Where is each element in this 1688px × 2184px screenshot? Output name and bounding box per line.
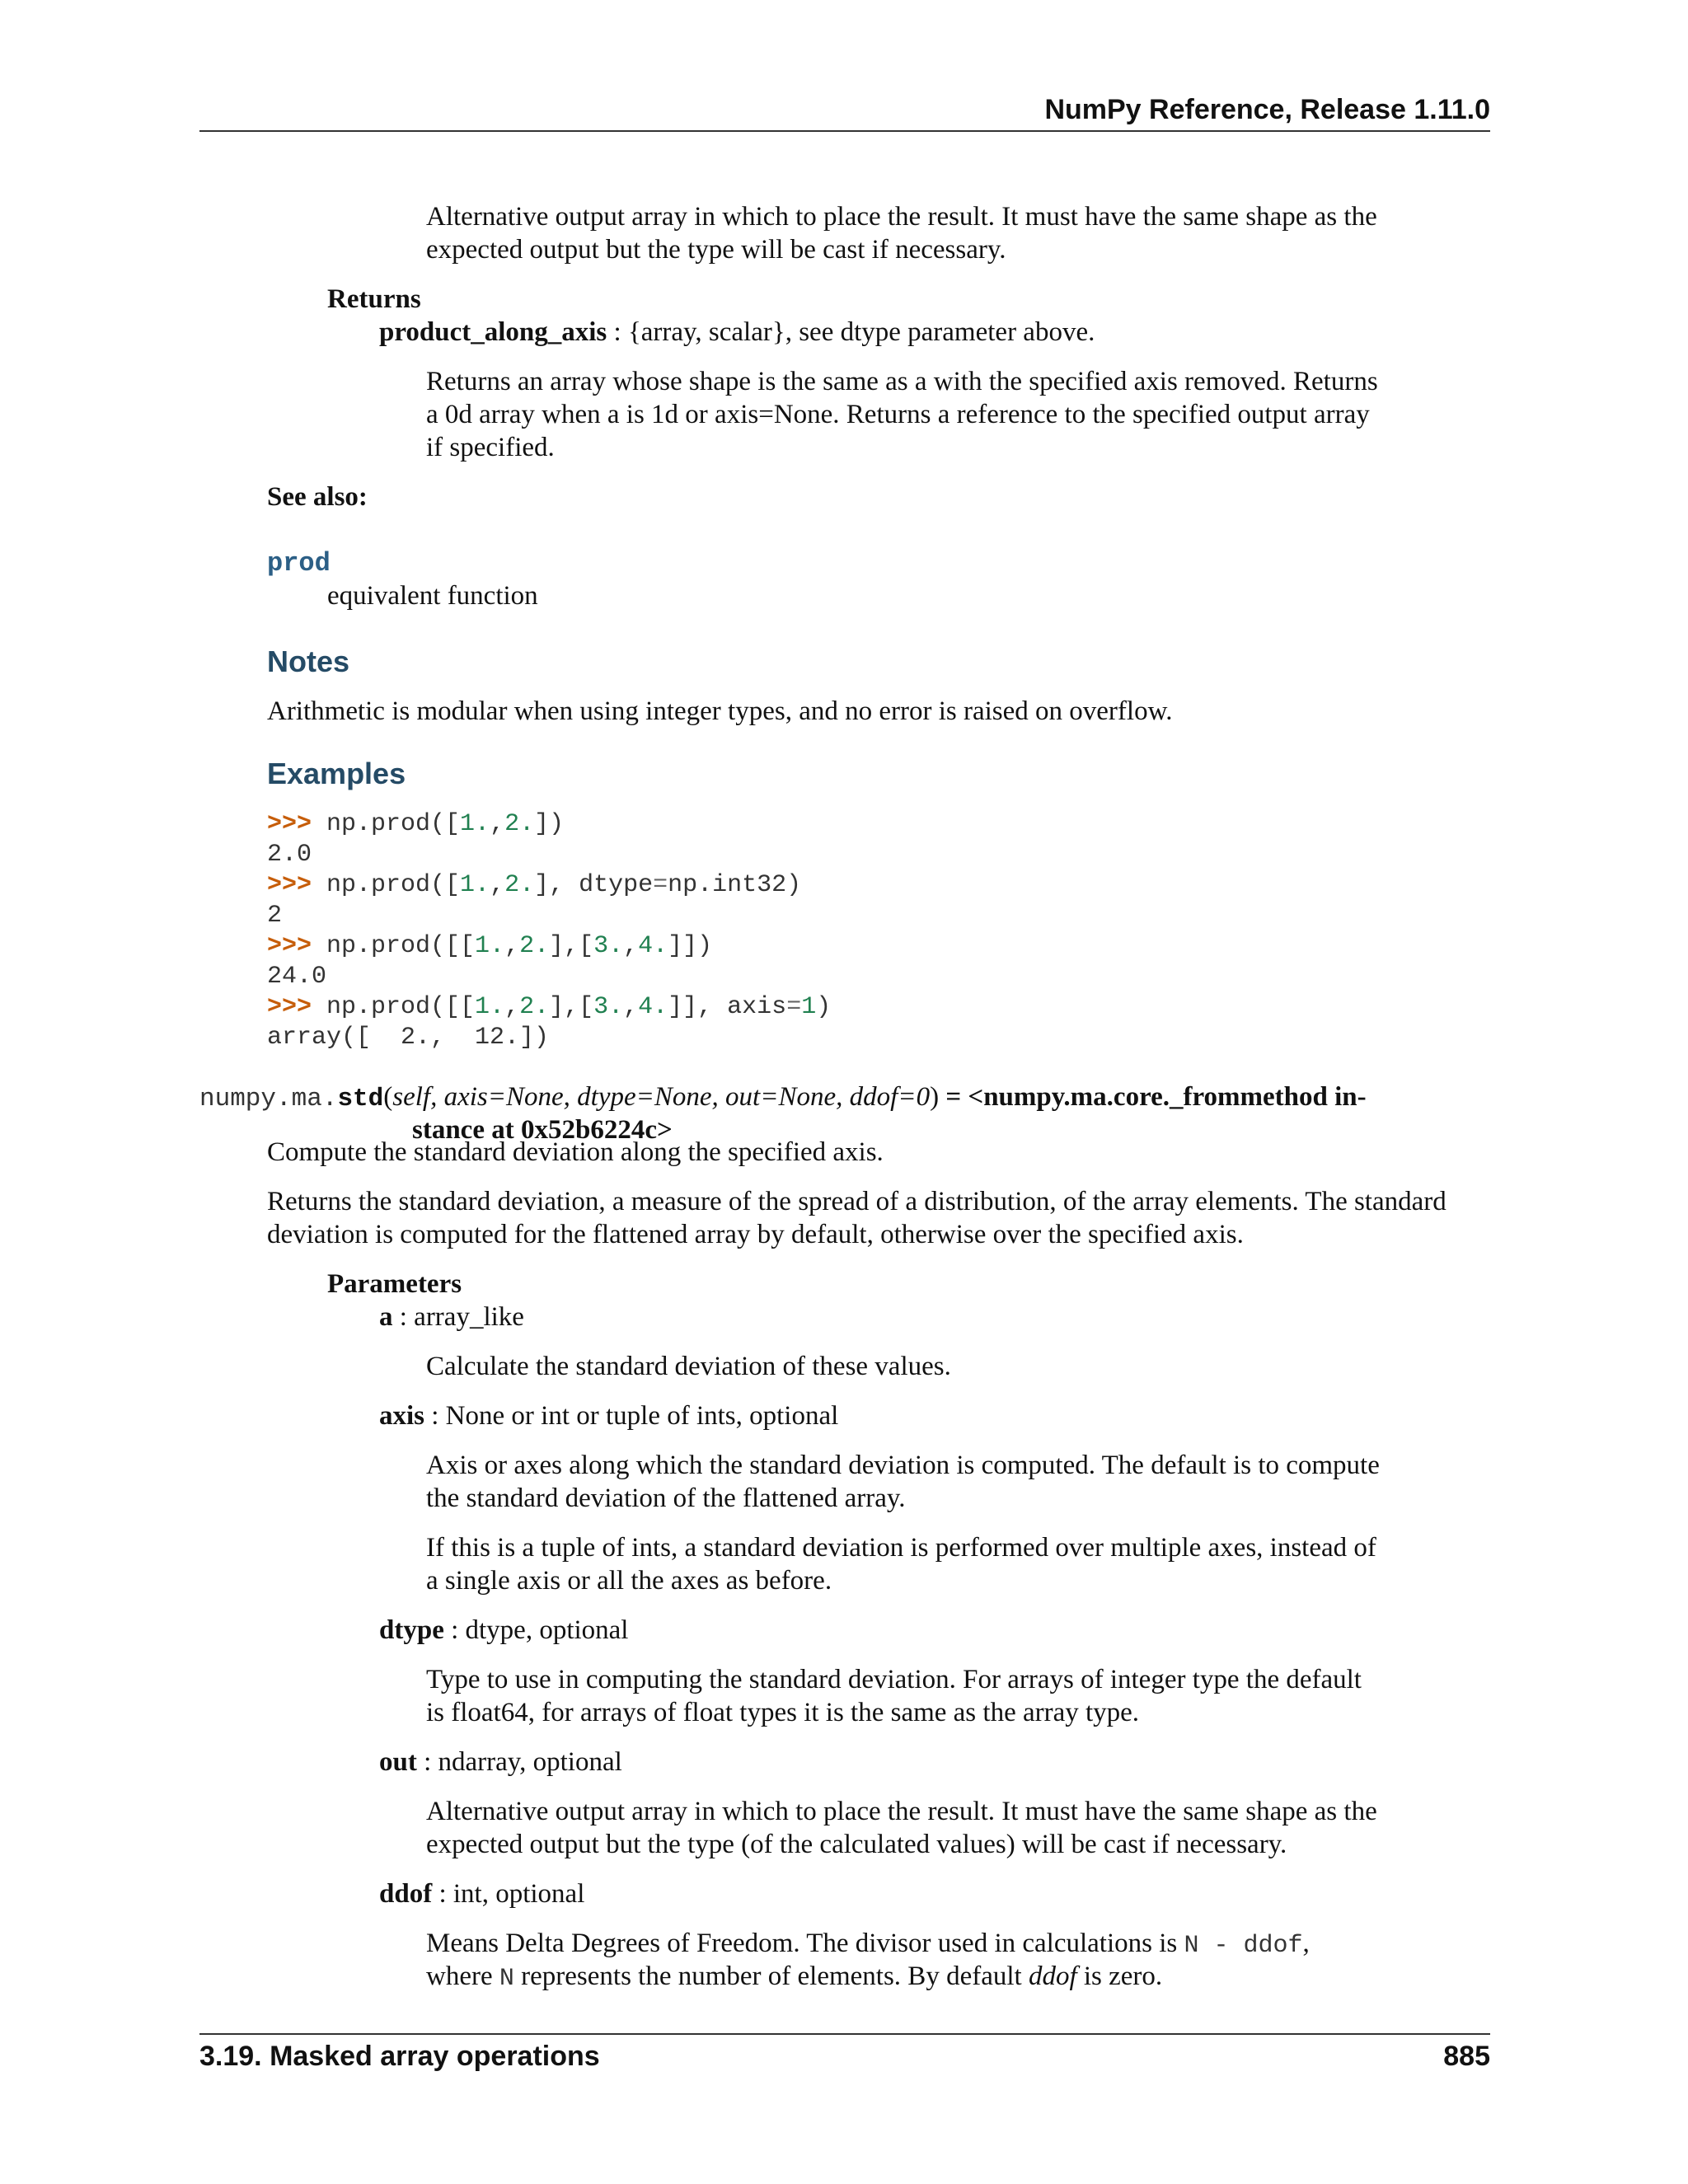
code-token: ): [816, 993, 832, 1021]
param-dtype-name: dtype: [379, 1615, 444, 1645]
code-prompt: >>>: [267, 810, 327, 838]
param-dtype: [379, 1614, 628, 1647]
param-out-name: out: [379, 1747, 417, 1777]
param-dtype-desc-line-1: Type to use in computing the standard deviation. For arrays of integer type the default: [426, 1665, 1362, 1694]
see-also-desc: equivalent function: [327, 581, 538, 611]
code-token: ]]): [668, 932, 713, 960]
sig-function-name: std: [337, 1085, 384, 1113]
see-also-heading: See also:: [267, 482, 368, 512]
return-desc-line-1: Returns an array whose shape is the same as a with the specified axis removed. Returns: [426, 367, 1378, 396]
param-ddof-desc-line-1: [426, 1927, 1310, 1962]
code-line: [267, 809, 1490, 840]
param-out-desc-line-1: Alternative output array in which to place the result. It must have the same shape as the: [426, 1797, 1377, 1826]
returns-heading: Returns: [327, 284, 421, 314]
code-token: 1.: [460, 871, 490, 899]
notes-text: Arithmetic is modular when using integer types, and no error is raised on overflow.: [267, 696, 1173, 726]
sig-value-line-2: stance at 0x52b6224c>: [412, 1115, 673, 1145]
code-token: ],[: [549, 993, 594, 1021]
code-token: array([ 2., 12.]): [267, 1024, 550, 1052]
code-token: 3.: [593, 932, 624, 960]
running-header: [199, 91, 1490, 132]
code-token: 3.: [593, 993, 624, 1021]
param-a-type: : array_like: [392, 1302, 524, 1332]
code-token: ,: [504, 993, 520, 1021]
code-token: =: [653, 871, 668, 899]
std-signature: [199, 1080, 1367, 1116]
code-token: 2.: [519, 932, 550, 960]
code-line: [267, 901, 1490, 931]
code-token: ], dtype: [534, 871, 654, 899]
ddof-formula: N - ddof: [1184, 1932, 1303, 1960]
param-out-type: : ndarray, optional: [416, 1747, 622, 1777]
code-line: [267, 870, 1490, 901]
std-desc-line-1: Returns the standard deviation, a measure of the spread of a distribution, of the array elements. The standard: [267, 1187, 1447, 1216]
param-out: [379, 1746, 622, 1779]
code-token: 4.: [638, 993, 668, 1021]
sig-value-line-1: = <numpy.ma.core._frommethod in-: [939, 1082, 1367, 1112]
std-desc-line-2: deviation is computed for the flattened array by default, otherwise over the specified axis.: [267, 1220, 1244, 1249]
param-a: [379, 1301, 524, 1333]
code-line: [267, 840, 1490, 870]
code-token: np.prod([: [326, 810, 461, 838]
code-token: ],[: [549, 932, 594, 960]
code-token: 1: [801, 993, 817, 1021]
code-token: 2.: [504, 810, 535, 838]
ddof-desc-end: is zero.: [1076, 1961, 1163, 1991]
ddof-desc-where: where: [426, 1961, 499, 1991]
code-token: ,: [623, 932, 639, 960]
param-ddof-name: ddof: [379, 1879, 433, 1909]
ddof-emph: ddof: [1028, 1961, 1077, 1991]
ddof-desc-text: Means Delta Degrees of Freedom. The divisor used in calculations is: [426, 1929, 1184, 1958]
out-desc-line-1: Alternative output array in which to place the result. It must have the same shape as the: [426, 202, 1377, 232]
param-axis-desc-line-2: the standard deviation of the flattened array.: [426, 1483, 906, 1513]
return-name: product_along_axis: [379, 317, 607, 347]
ddof-desc-comma: ,: [1302, 1929, 1310, 1958]
param-axis-type: : None or int or tuple of ints, optional: [424, 1401, 839, 1431]
param-ddof-type: : int, optional: [432, 1879, 585, 1909]
code-token: 24.0: [267, 963, 327, 991]
parameters-heading: Parameters: [327, 1269, 462, 1299]
std-summary: Compute the standard deviation along the specified axis.: [267, 1137, 884, 1167]
code-line: [267, 992, 1490, 1023]
sig-open-paren: (: [383, 1082, 393, 1112]
param-axis-name: axis: [379, 1401, 425, 1431]
see-also-prod-link[interactable]: prod: [267, 548, 331, 579]
code-token: np.prod([[: [326, 932, 476, 960]
sig-module: numpy.ma.: [199, 1085, 338, 1113]
code-prompt: >>>: [267, 932, 327, 960]
code-token: 2.0: [267, 841, 312, 869]
code-token: 2.: [519, 993, 550, 1021]
param-a-name: a: [379, 1302, 393, 1332]
footer-section: 3.19. Masked array operations: [199, 2041, 600, 2072]
code-token: np.int32): [668, 871, 802, 899]
code-token: np.prod([: [326, 871, 461, 899]
sig-params: self, axis=None, dtype=None, out=None, ddof=0: [392, 1082, 931, 1112]
code-token: np.prod([[: [326, 993, 476, 1021]
code-token: 2: [267, 902, 283, 930]
code-token: 1.: [460, 810, 490, 838]
code-token: ,: [490, 871, 505, 899]
code-token: ,: [490, 810, 505, 838]
param-ddof: [379, 1877, 584, 1910]
code-token: 2.: [504, 871, 535, 899]
notes-heading: Notes: [267, 644, 350, 678]
footer-rule: [199, 2033, 1490, 2035]
examples-heading: Examples: [267, 757, 406, 790]
out-desc-line-2: expected output but the type will be cast if necessary.: [426, 235, 1006, 265]
param-out-desc-line-2: expected output but the type (of the calculated values) will be cast if necessary.: [426, 1830, 1287, 1859]
code-token: ]], axis: [668, 993, 787, 1021]
param-axis-desc-line-1: Axis or axes along which the standard deviation is computed. The default is to compute: [426, 1451, 1380, 1480]
code-token: 1.: [475, 932, 505, 960]
code-prompt: >>>: [267, 871, 327, 899]
code-token: ,: [504, 932, 520, 960]
return-type: : {array, scalar}, see dtype parameter above.: [607, 317, 1095, 347]
code-line: [267, 1023, 1490, 1053]
param-axis: [379, 1399, 838, 1432]
code-token: ,: [623, 993, 639, 1021]
footer-page-number: 885: [1443, 2041, 1490, 2072]
sig-close-paren: ): [930, 1082, 940, 1112]
code-prompt: >>>: [267, 993, 327, 1021]
param-dtype-type: : dtype, optional: [443, 1615, 629, 1645]
return-desc-line-2: a 0d array when a is 1d or axis=None. Returns a reference to the specified output array: [426, 400, 1370, 429]
param-dtype-desc-line-2: is float64, for arrays of float types it is the same as the array type.: [426, 1698, 1140, 1727]
param-axis-desc-line-3: If this is a tuple of ints, a standard deviation is performed over multiple axes, instead of: [426, 1533, 1376, 1563]
return-desc-line-3: if specified.: [426, 433, 555, 462]
return-field: [379, 316, 1095, 349]
code-token: ]): [534, 810, 565, 838]
code-token: 1.: [475, 993, 505, 1021]
code-token: 4.: [638, 932, 668, 960]
code-line: [267, 931, 1490, 962]
example-code-block: [267, 809, 1490, 1053]
ddof-n-symbol: N: [499, 1965, 514, 1993]
ddof-desc-middle: represents the number of elements. By default: [513, 1961, 1029, 1991]
param-a-desc: Calculate the standard deviation of these values.: [426, 1352, 951, 1381]
code-line: [267, 962, 1490, 992]
param-axis-desc-line-4: a single axis or all the axes as before.: [426, 1566, 832, 1596]
header-title: NumPy Reference, Release 1.11.0: [1044, 94, 1490, 125]
code-token: =: [786, 993, 802, 1021]
param-ddof-desc-line-2: [426, 1960, 1162, 1995]
